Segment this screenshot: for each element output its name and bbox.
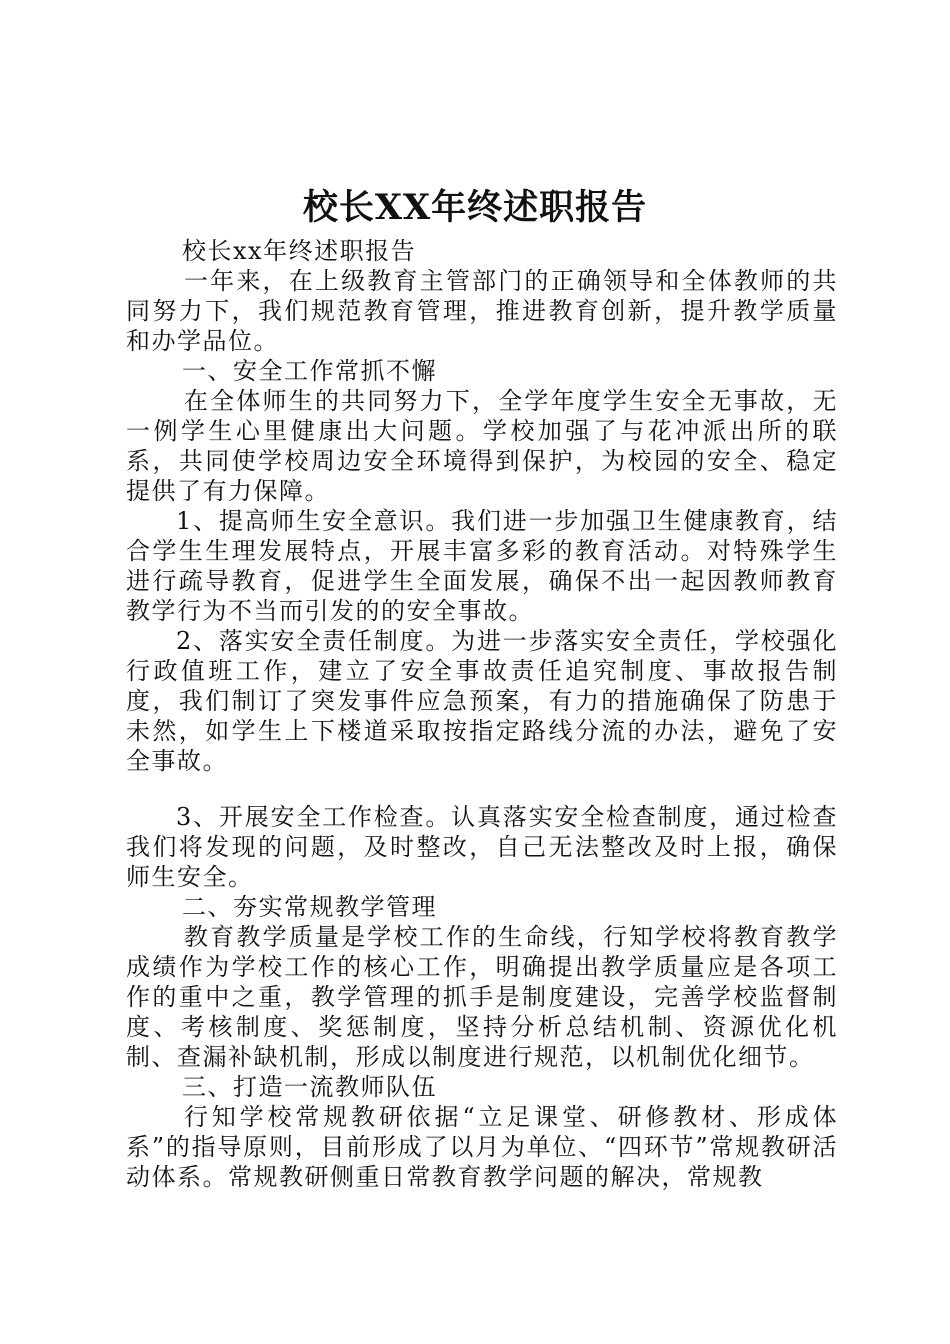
safety-item-1: 1、提高师生安全意识。我们进一步加强卫生健康教育，结合学生生理发展特点，开展丰富多彩的教育活动。对特殊学生进行疏导教育，促进学生全面发展，确保不出一起因教师教育教学行为不当而引发的的安全事故。 <box>126 507 838 625</box>
section-heading-teachers: 三、打造一流教师队伍 <box>182 1073 437 1101</box>
safety-item-3: 3、开展安全工作检查。认真落实安全检查制度，通过检查我们将发现的问题，及时整改，自己无法整改及时上报，确保师生安全。 <box>126 803 838 891</box>
section-heading-teaching: 二、夯实常规教学管理 <box>182 893 437 921</box>
document-body <box>126 236 838 1192</box>
safety-item-2: 2、落实安全责任制度。为进一步落实安全责任，学校强化行政值班工作，建立了安全事故责任追究制度、事故报告制度，我们制订了突发事件应急预案，有力的措施确保了防患于未然，如学生上下楼道采取按指定路线分流的办法，避免了安全事故。 <box>126 627 838 775</box>
document-subtitle: 校长xx年终述职报告 <box>182 237 417 265</box>
document-title: 校长XX年终述职报告 <box>302 187 648 228</box>
teaching-paragraph: 教育教学质量是学校工作的生命线，行知学校将教育教学成绩作为学校工作的核心工作，明确提出教学质量应是各项工作的重中之重，教学管理的抓手是制度建设，完善学校监督制度、考核制度、奖惩制度，坚持分析总结机制、资源优化机制、查漏补缺机制，形成以制度进行规范，以机制优化细节。 <box>126 923 838 1071</box>
paragraph-spacer <box>126 776 838 802</box>
teachers-paragraph: 行知学校常规教研依据“立足课堂、研修教材、形成体系”的指导原则，目前形成了以月为单位、“四环节”常规教研活动体系。常规教研侧重日常教育教学问题的解决，常规教 <box>126 1103 838 1191</box>
intro-paragraph: 一年来，在上级教育主管部门的正确领导和全体教师的共同努力下，我们规范教育管理，推进教育创新，提升教学质量和办学品位。 <box>126 267 838 355</box>
section-heading-safety: 一、安全工作常抓不懈 <box>182 357 437 385</box>
safety-paragraph: 在全体师生的共同努力下，全学年度学生安全无事故，无一例学生心里健康出大问题。学校加强了与花冲派出所的联系，共同使学校周边安全环境得到保护，为校园的安全、稳定提供了有力保障。 <box>126 387 838 505</box>
